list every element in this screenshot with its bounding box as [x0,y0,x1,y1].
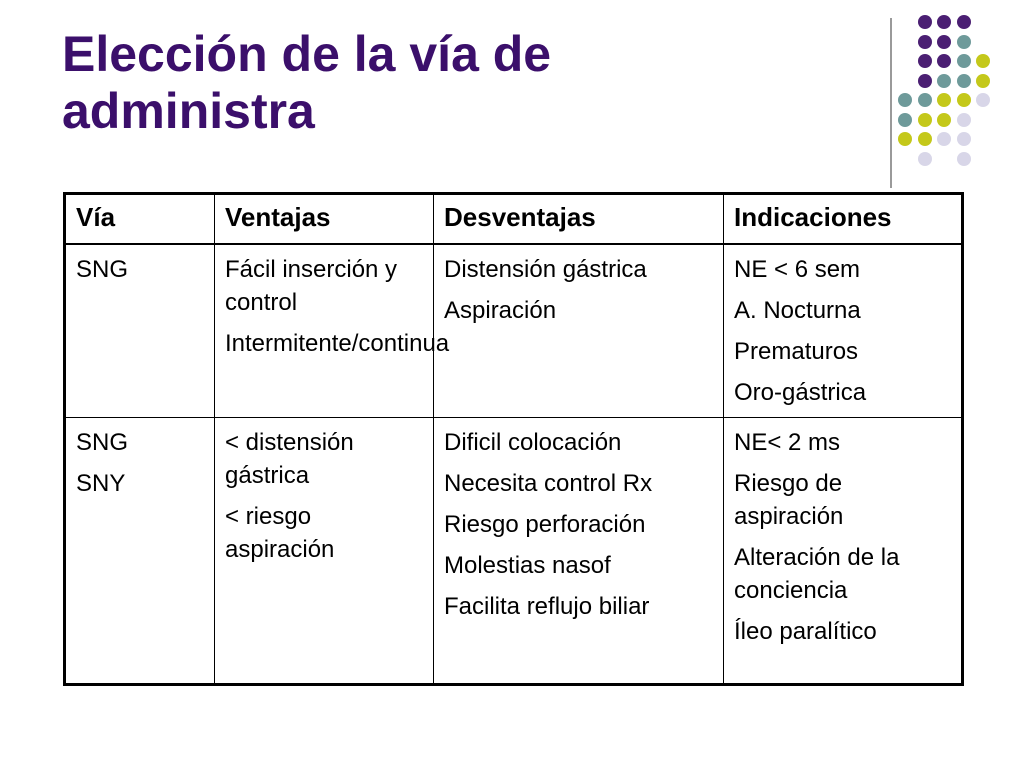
cell-text: Fácil inserción y control [225,256,398,316]
decorative-dot [957,113,971,127]
cell-text: Necesita control Rx [444,470,653,497]
cell-text: Oro-gástrica [734,379,867,406]
decorative-dot [898,113,912,127]
decorative-dot [957,93,971,107]
decorative-dot [937,132,951,146]
decorative-dot-grid [0,0,1024,200]
decorative-dot [937,15,951,29]
decorative-dot [937,93,951,107]
cell-indicaciones [724,244,963,418]
header-indicaciones: Indicaciones [724,194,963,245]
slide-title-line-2: administra [62,83,315,139]
cell-text: NE< 2 ms [734,429,841,456]
decorative-dot [918,15,932,29]
cell-text: SNG [76,429,129,456]
decorative-dot [918,93,932,107]
cell-text: Dificil colocación [444,429,622,456]
decorative-dot [957,74,971,88]
cell-text: Aspiración [444,297,557,324]
table-header-row [65,194,963,245]
cell-text: Riesgo de aspiración [734,470,844,530]
cell-ventajas [215,244,450,418]
cell-ventajas [215,418,434,685]
table-row [65,244,963,418]
header-desventajas: Desventajas [434,194,724,245]
decorative-dot [918,113,932,127]
decorative-dot [976,54,990,68]
cell-desventajas [434,244,724,418]
decorative-dot [918,74,932,88]
slide-title-line-1: Elección de la vía de [62,26,552,82]
cell-text: Distensión gástrica [444,256,647,283]
cell-text: Alteración de la conciencia [734,544,900,604]
decorative-dot [918,54,932,68]
decorative-dot [918,152,932,166]
cell-via [65,244,215,418]
decorative-dot [898,93,912,107]
decorative-dot [957,132,971,146]
cell-text: NE < 6 sem [734,256,861,283]
cell-text: Facilita reflujo biliar [444,593,650,620]
decorative-dot [957,54,971,68]
cell-text: Íleo paralítico [734,618,877,645]
decorative-dot [937,113,951,127]
decorative-dot [976,93,990,107]
cell-text: Intermitente/continua [225,330,450,357]
cell-text: Prematuros [734,338,859,365]
cell-text: Riesgo perforación [444,511,646,538]
header-ventajas: Ventajas [215,194,434,245]
cell-text: < distensión gástrica [225,429,354,489]
comparison-table [63,192,964,686]
cell-text: < riesgo aspiración [225,503,335,563]
decorative-dot [957,35,971,49]
cell-text: SNG [76,256,129,283]
decorative-dot [918,35,932,49]
decorative-dot [937,35,951,49]
cell-indicaciones [724,418,963,685]
table-row [65,418,963,685]
decorative-dot [937,74,951,88]
cell-text: Molestias nasof [444,552,611,579]
cell-via [65,418,215,685]
decorative-dot [976,74,990,88]
cell-text: SNY [76,470,126,497]
decorative-dot [957,15,971,29]
header-via: Vía [65,194,215,245]
decorative-dot [898,132,912,146]
decorative-dot [918,132,932,146]
cell-text: A. Nocturna [734,297,861,324]
cell-desventajas [434,418,724,685]
decorative-dot [957,152,971,166]
decorative-dot [937,54,951,68]
